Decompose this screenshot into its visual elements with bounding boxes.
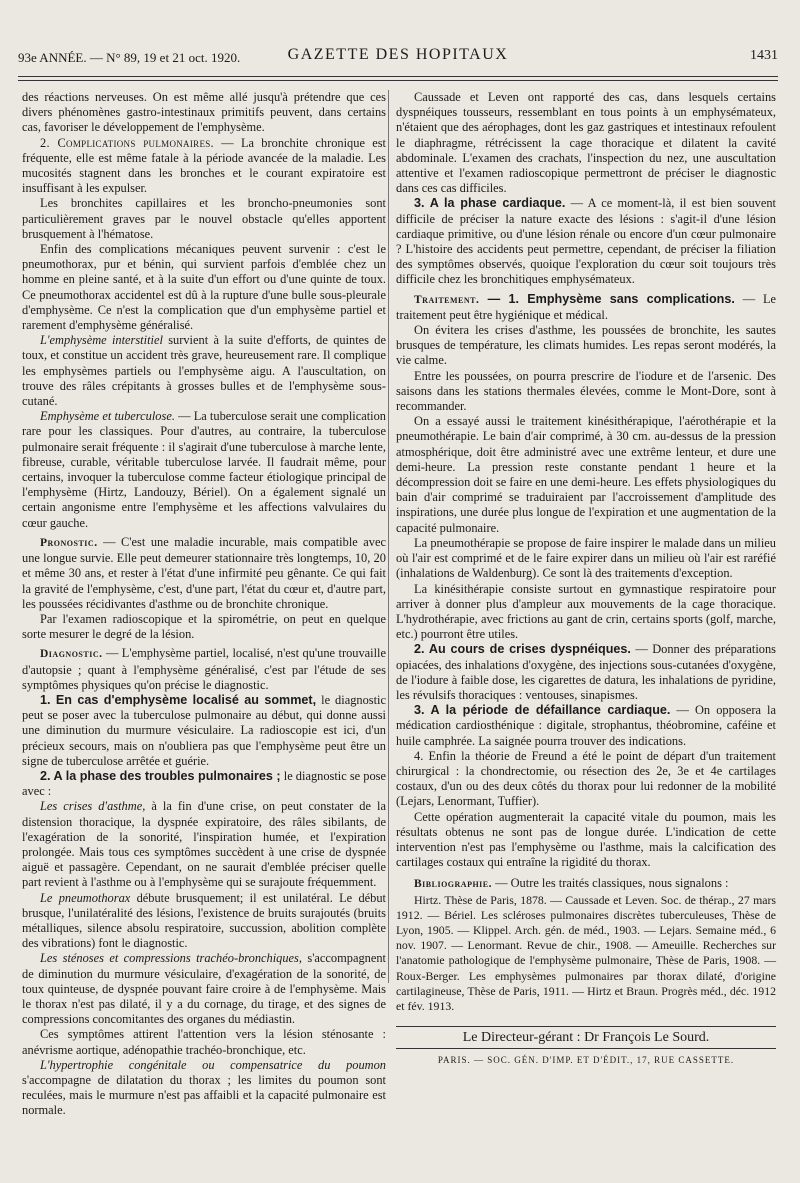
page-header bbox=[18, 46, 778, 74]
paragraph: Les crises d'asthme, à la fin d'une crise, on peut constater de la distension thoracique, la dyspnée expiratoire, des râles sibilants, de l'exagération de la sonorité, l'inspiration humée, et l'expiration prolongée. Mais tous ces symptômes succèdent à une crise de dyspnée aiguë et passagère. Cependant, on ne saurait d'emblée préciser quelle part revient à l'asthme ou à l'emphysème qui se surajoute fréquemment. bbox=[22, 799, 386, 890]
bibliography: Hirtz. Thèse de Paris, 1878. — Caussade et Leven. Soc. de thérap., 27 mars 1912. — Bériel. Les scléroses pulmonaires discrètes tuberculeuses, Thèse de Lyon, 1905. — Klippel. Arch. gén. de méd., 1903. — Lejars. Semaine méd., 6 nov. 1907. — Lenormant. Revue de chir., 1908. — Ameuille. Recherches sur l'anatomie pathologique de l'emphysème pulmonaire, Thèse de Paris, 1908. — Roux-Berger. Les emphysèmes pulmonaires par thorax dilaté, d'origine cartilagineuse, Thèse de Paris, 1911. — Hirtz et Braun. Progrès méd., déc. 1912 et fév. 1913. bbox=[396, 892, 776, 1013]
bibliography-intro: Bibliographie. — Outre les traités classiques, nous signalons : bbox=[414, 876, 729, 891]
paragraph: Cette opération augmenterait la capacité vitale du poumon, mais les résultats obtenus ne sont pas de longue durée. L'indication de cette intervention n'est pas l'emphysème ou l'asthme, mais la calcification des cartilages costaux qui entraîne la rigidité du thorax. bbox=[396, 809, 776, 870]
paragraph: L'emphysème interstitiel survient à la suite d'efforts, de quintes de toux, et constitue un accident très grave, heureusement rare. Il complique les emphysèmes partiels ou l'emphysème aigu. A l'auscultation, on trouve des râles crépitants à grosses bulles et de l'emphysème sous-cutané. bbox=[22, 333, 386, 409]
paragraph: Ces symptômes attirent l'attention vers la lésion sténosante : anévrisme aortique, adénopathie trachéo-bronchique, etc. bbox=[22, 1027, 386, 1057]
paragraph: 3. A la période de défaillance cardiaque. — On opposera la médication cardiosthénique : digitale, strophantus, théobromine, caféine et huile camphrée. La saignée pourra trouver des indications. bbox=[396, 703, 776, 748]
paragraph: Pronostic. — C'est une maladie incurable, mais compatible avec une longue survie. Elle peut demeurer stationnaire très longtemps, 10, 20 et même 30 ans, et rester à l'état d'une infirmité peu gênante. Ce qui fait la gravité de l'emphysème, c'est, d'une part, l'état du cœur et, d'autre part, les poussées récidivantes d'asthme ou de bronchite chronique. bbox=[22, 534, 386, 611]
paragraph: Les sténoses et compressions trachéo-bronchiques, s'accompagnent de diminution du murmure vésiculaire, d'exagération de la sonorité, de toux quinteuse, de dyspnée pouvant faire croire à de l'emphysème. Mais le thorax n'est pas dilaté, il y a du cornage, du tirage, et des signes de compressions concomitantes des organes du médiastin. bbox=[22, 951, 386, 1027]
journal-title: GAZETTE DES HOPITAUX bbox=[287, 46, 509, 63]
paragraph: Les bronchites capillaires et les broncho-pneumonies sont particulièrement graves par le nouvel obstacle qu'elles apportent brusquement à l'hématose. bbox=[22, 196, 386, 241]
paragraph: 1. En cas d'emphysème localisé au sommet, le diagnostic peut se poser avec la tuberculose pulmonaire au début, qui donne aussi une diminution du murmure vésiculaire. La radioscopie est ici, d'un précieux secours, mais on n'oubliera pas que l'emphysème peut être un signe de tuberculose arrêtée et guérie. bbox=[22, 692, 386, 768]
header-rule-thin bbox=[18, 80, 778, 81]
paragraph: 3. A la phase cardiaque. — A ce moment-là, il est bien souvent difficile de préciser la nature exacte des lésions : s'agit-il d'une lésion cardiaque primitive, ou d'une lésion rénale ou encore d'un cœur pulmonaire ? L'histoire des accidents peut permettre, cependant, de préciser la filiation des symptômes observés, quoique l'exploration du cœur soit toujours très difficile chez les bronchitiques emphysémateux. bbox=[396, 196, 776, 287]
director-signature: Le Directeur-gérant : Dr François Le Sourd. bbox=[396, 1026, 776, 1049]
paragraph: 2. Complications pulmonaires. — La bronchite chronique est fréquente, elle est même fatale à la période avancée de la maladie. Les mucosités stagnent dans les bronches et le courant expiratoire est insuffisant à les expulser. bbox=[22, 135, 386, 196]
paragraph: La pneumothérapie se propose de faire inspirer le malade dans un milieu où l'air est comprimé et de le faire expirer dans un milieu où l'air est raréfié (inhalations de Waldenburg). Ce sont là des traitements d'exception. bbox=[396, 535, 776, 581]
paragraph: L'hypertrophie congénitale ou compensatrice du poumon s'accompagne de dilatation du thorax ; les limites du poumon sont reculées, mais le murmure n'est pas affaibli et la capacité pulmonaire est normale. bbox=[22, 1057, 386, 1118]
paragraph: Caussade et Leven ont rapporté des cas, dans lesquels certains dyspnéiques tousseurs, ressemblant en tous points à un emphysémateux, n'étaient que des aérophages, dont les gaz gastriques et intestinaux refoulent le diaphragme, rétrécissent la cage thoracique et dilatent la cavité abdominale. L'examen des crachats, l'inspection du nez, une auscultation attentive et l'examen radioscopique permettront de préciser le diagnostic dans ces cas difficiles. bbox=[396, 90, 776, 196]
issue-info: 93e ANNÉE. — N° 89, 19 et 21 oct. 1920. bbox=[18, 50, 241, 65]
paragraph: Par l'examen radioscopique et la spirométrie, on peut en quelque sorte mesurer le degré de la lésion. bbox=[22, 611, 386, 642]
paragraph: Enfin des complications mécaniques peuvent survenir : c'est le pneumothorax, pur et bénin, qui survient parfois d'emblée chez un homme en pleine santé, et à la suite d'un effort ou d'une quinte de toux. Ce pneumothorax accidentel est dû à la rupture d'une bulle sous-pleurale d'emphysème. Ce n'est la complication que d'un emphysème partiel et rarement d'emphysème généralisé. bbox=[22, 242, 386, 333]
paragraph: Entre les poussées, on pourra prescrire de l'iodure et de l'arsenic. Des saisons dans les stations thermales élevées, comme le Mont-Dore, sont à recommander. bbox=[396, 368, 776, 414]
paragraph: Traitement. — 1. Emphysème sans complications. — Le traitement peut être hygiénique et médical. bbox=[396, 291, 777, 322]
page-number: 1431 bbox=[750, 48, 778, 63]
left-column bbox=[22, 90, 386, 1163]
printer-imprint: PARIS. — SOC. GÉN. D'IMP. ET D'ÉDIT., 17, RUE CASSETTE. bbox=[437, 1055, 735, 1066]
paragraph: Le pneumothorax débute brusquement; il est unilatéral. Le début brusque, l'unilatéralité des lésions, l'existence de bruits surajoutés (bruits métalliques, silence absolu respiratoire, succussion, abolition complète des vibrations) font le diagnostic. bbox=[22, 890, 386, 951]
paragraph: 2. A la phase des troubles pulmonaires ; le diagnostic se pose avec : bbox=[22, 768, 387, 799]
right-column bbox=[396, 90, 776, 1163]
article-body bbox=[22, 90, 780, 1163]
paragraph: La kinésithérapie consiste surtout en gymnastique respiratoire pour arriver à donner plus d'ampleur aux mouvements de la cage thoracique. L'hydrothérapie, avec frictions au gant de crin, certains sports (golf, marche, etc.) pourront être utiles. bbox=[396, 581, 776, 642]
paragraph: 4. Enfin la théorie de Freund a été le point de départ d'un traitement chirurgical : la chondrectomie, ou résection des 2e, 3e et 4e cartilages costaux, d'un ou des deux côtés du thorax pour lui redonner de la mobilité (Lejars, Lenormant, Tuffier). bbox=[396, 748, 776, 809]
paragraph: On a essayé aussi le traitement kinésithérapique, l'aérothérapie et la pneumothérapie. Le bain d'air comprimé, à 30 cm. au-dessus de la pression atmosphérique, doit être administré avec une extrême lenteur, et dure une demi-heure. La pression reste constante pendant 1 heure et la décompression doit se faire en une demi-heure. Les effets physiologiques du bain d'air comprimé se traduiraient par l'accroissement d'amplitude des inspirations, une durée plus longue de l'expiration et une augmentation de la capacité pulmonaire. bbox=[396, 414, 776, 535]
paragraph: Emphysème et tuberculose. — La tuberculose serait une complication rare pour les classiques. Pour d'autres, au contraire, la tuberculose pulmonaire serait fréquente : il s'agirait d'une tuberculose à marche lente, fibreuse, curable, véritable tuberculose larvée. Il faudrait même, pour certains, invoquer la tuberculose comme facteur étiologique principal de l'emphysème (Hirtz, Landouzy, Bériel). On a également signalé un certain angonisme entre l'emphysème et les affections valvulaires du cœur gauche. bbox=[22, 409, 386, 530]
paragraph: 2. Au cours de crises dyspnéiques. — Donner des préparations opiacées, des inhalations d'oxygène, des injections sous-cutanées d'oxygène, de l'iodure à faible dose, les cigarettes de datura, les inhalations de pyridine, les révulsifs thoraciques : ventouses, sinapismes. bbox=[396, 642, 776, 702]
header-rule bbox=[18, 76, 778, 77]
paragraph: des réactions nerveuses. On est même allé jusqu'à prétendre que ces divers phénomènes gastro-intestinaux primitifs peuvent, dans certains cas, favoriser le développement de l'emphysème. bbox=[22, 90, 386, 135]
paragraph: On évitera les crises d'asthme, les poussées de bronchite, les sautes brusques de température, les climats humides. Les repas seront modérés, la vie calme. bbox=[396, 323, 776, 368]
paragraph: Diagnostic. — L'emphysème partiel, localisé, n'est qu'une trouvaille d'autopsie ; quant à l'emphysème généralisé, c'est par l'étude de ses symptômes physiques qu'on précise le diagnostic. bbox=[22, 646, 386, 692]
